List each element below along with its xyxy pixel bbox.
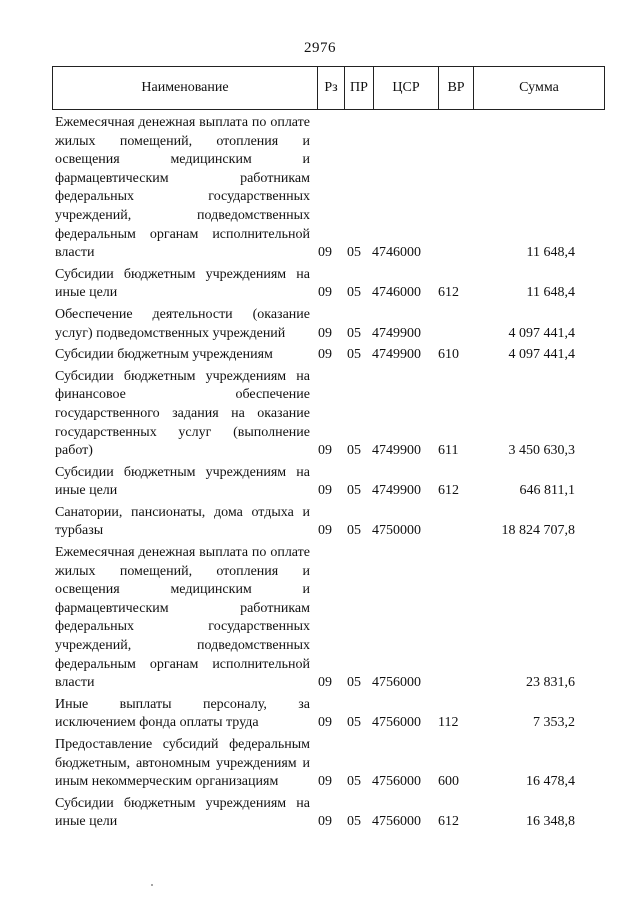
row-name: Ежемесячная денежная выплата по оплате жилых помещений, отопления и освещения медицинским и фармацевтическим работникам федеральных государственных учреждений, подведомственных федеральным органам исполнительной власти — [55, 115, 310, 261]
header-sum: Сумма — [519, 80, 559, 95]
row-sum: 3 450 630,3 — [508, 443, 575, 459]
row-name: Субсидии бюджетным учреждениям на иные цели — [55, 266, 310, 301]
row-vr: 612 — [438, 814, 459, 830]
row-sum: 16 478,4 — [526, 774, 575, 790]
row-name: Иные выплаты персоналу, за исключением фонда оплаты труда — [55, 696, 310, 731]
row-sum: 11 648,4 — [526, 245, 575, 261]
row-name: Предоставление субсидий федеральным бюджетным, автономным учреждениям и иным некоммерческим организациям — [55, 737, 310, 790]
row-pr: 05 — [347, 814, 361, 830]
row-pr: 05 — [347, 285, 361, 301]
row-rz: 09 — [318, 325, 332, 341]
row-name: Санатории, пансионаты, дома отдыха и турбазы — [55, 504, 310, 539]
row-rz: 09 — [318, 715, 332, 731]
row-pr: 05 — [347, 715, 361, 731]
row-pr: 05 — [347, 443, 361, 459]
row-vr: 600 — [438, 774, 459, 790]
row-csr: 4749900 — [372, 325, 421, 341]
row-name: Обеспечение деятельности (оказание услуг) подведомственных учреждений — [55, 306, 310, 341]
table-row — [55, 736, 615, 792]
row-rz: 09 — [318, 814, 332, 830]
row-name: Субсидии бюджетным учреждениям — [55, 347, 273, 363]
row-rz: 09 — [318, 443, 332, 459]
row-csr: 4746000 — [372, 245, 421, 261]
table-row — [55, 114, 615, 263]
row-rz: 09 — [318, 347, 332, 363]
row-pr: 05 — [347, 347, 361, 363]
row-sum: 7 353,2 — [533, 715, 575, 731]
row-rz: 09 — [318, 774, 332, 790]
row-pr: 05 — [347, 523, 361, 539]
row-rz: 09 — [318, 483, 332, 499]
row-name: Субсидии бюджетным учреждениям на иные цели — [55, 464, 310, 499]
row-sum: 4 097 441,4 — [508, 325, 575, 341]
row-rz: 09 — [318, 523, 332, 539]
row-csr: 4746000 — [372, 285, 421, 301]
row-csr: 4749900 — [372, 483, 421, 499]
row-rz: 09 — [318, 245, 332, 261]
table-row — [55, 795, 615, 832]
table-body — [55, 114, 615, 835]
table-row — [55, 266, 615, 303]
row-csr: 4750000 — [372, 523, 421, 539]
header-csr: ЦСР — [374, 67, 439, 109]
table-row — [55, 346, 615, 365]
row-vr: 112 — [438, 715, 459, 731]
table-row — [55, 696, 615, 733]
row-pr: 05 — [347, 675, 361, 691]
table-row — [55, 544, 615, 693]
scan-dot — [151, 884, 153, 886]
row-csr: 4749900 — [372, 443, 421, 459]
row-pr: 05 — [347, 325, 361, 341]
row-vr: 612 — [438, 483, 459, 499]
row-pr: 05 — [347, 245, 361, 261]
header-pr: ПР — [345, 67, 374, 109]
row-pr: 05 — [347, 774, 361, 790]
row-csr: 4756000 — [372, 715, 421, 731]
header-vr: ВР — [439, 67, 474, 109]
row-rz: 09 — [318, 675, 332, 691]
row-vr: 611 — [438, 443, 459, 459]
row-csr: 4749900 — [372, 347, 421, 363]
row-csr: 4756000 — [372, 814, 421, 830]
table-row — [55, 306, 615, 343]
table-row — [55, 464, 615, 501]
row-sum: 16 348,8 — [526, 814, 575, 830]
row-name: Субсидии бюджетным учреждениям на финансовое обеспечение государственного задания на оказание государственных услуг (выполнение работ) — [55, 368, 310, 459]
row-pr: 05 — [347, 483, 361, 499]
header-rz: Рз — [318, 67, 345, 109]
row-rz: 09 — [318, 285, 332, 301]
row-vr: 612 — [438, 285, 459, 301]
table-header — [52, 66, 605, 110]
page-number: 2976 — [304, 40, 336, 56]
row-name: Субсидии бюджетным учреждениям на иные цели — [55, 795, 310, 830]
table-row — [55, 368, 615, 461]
row-csr: 4756000 — [372, 675, 421, 691]
row-sum: 23 831,6 — [526, 675, 575, 691]
row-sum: 646 811,1 — [519, 483, 575, 499]
row-sum: 4 097 441,4 — [508, 347, 575, 363]
row-vr: 610 — [438, 347, 459, 363]
row-sum: 11 648,4 — [526, 285, 575, 301]
table-row — [55, 504, 615, 541]
row-sum: 18 824 707,8 — [501, 523, 575, 539]
header-name: Наименование — [53, 67, 318, 109]
row-csr: 4756000 — [372, 774, 421, 790]
row-name: Ежемесячная денежная выплата по оплате жилых помещений, отопления и освещения медицинским и фармацевтическим работникам федеральных государственных учреждений, подведомственных федеральным органам исполнительной власти — [55, 545, 310, 691]
